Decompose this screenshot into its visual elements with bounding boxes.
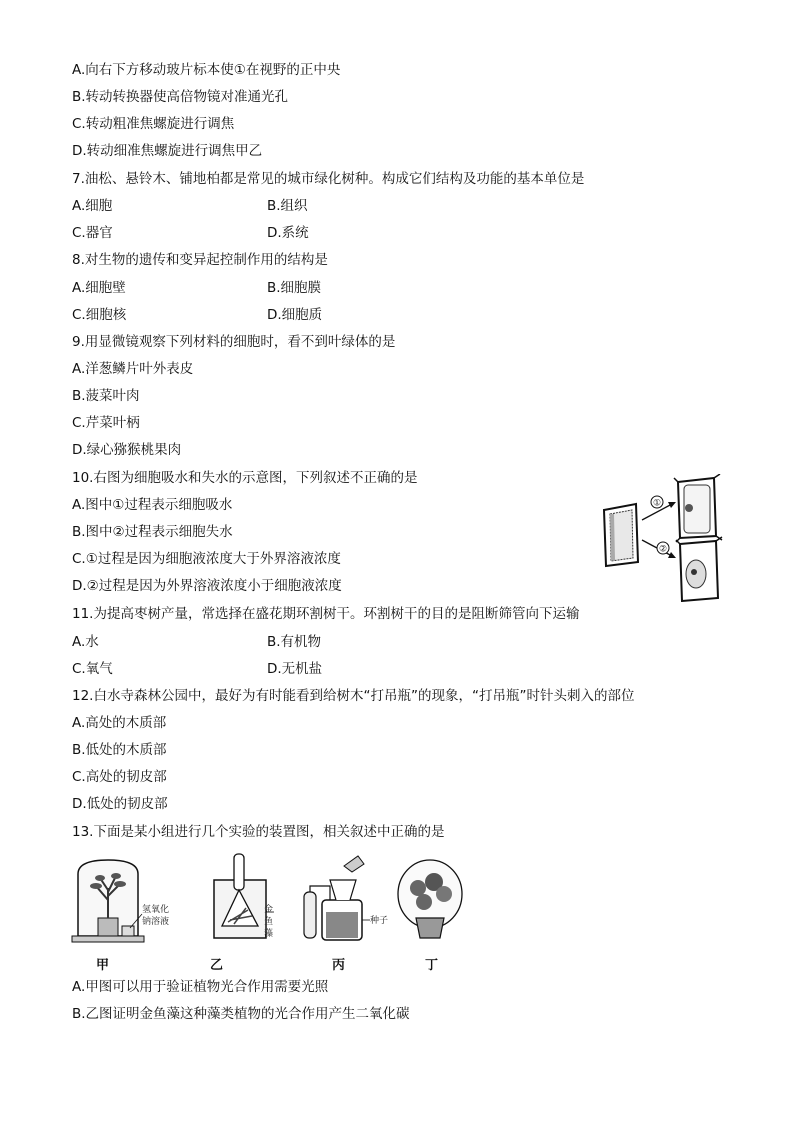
goldfish-label-2: 鱼 <box>264 917 274 927</box>
q10-option-a: A.图中①过程表示细胞吸水 <box>72 497 233 513</box>
q12-stem: 12.白水寺森林公园中，最好为有时能看到给树木“打吊瓶”的现象，“打吊瓶”时针头刺入的部位 <box>72 688 635 704</box>
apparatus-yi <box>214 854 274 939</box>
experiment-apparatus-figure <box>68 850 468 950</box>
apparatus-ding <box>398 860 462 938</box>
q6-option-d: D.转动细准焦螺旋进行调焦甲乙 <box>72 143 263 159</box>
fig-label-jia: 甲 <box>96 958 110 973</box>
fig-mark-1: ① <box>652 498 662 509</box>
q12-option-b: B.低处的木质部 <box>72 742 167 758</box>
q7-option-b: B.组织 <box>267 198 308 214</box>
goldfish-label-1: 金 <box>264 905 274 915</box>
q11-stem: 11.为提高枣树产量，常选择在盛花期环割树干。环割树干的目的是阻断筛管向下运输 <box>72 606 580 622</box>
q13-option-b: B.乙图证明金鱼藻这种藻类植物的光合作用产生二氧化碳 <box>72 1006 410 1022</box>
goldfish-label-3: 藻 <box>264 929 274 939</box>
q12-option-a: A.高处的木质部 <box>72 715 167 731</box>
fig-label-ding: 丁 <box>425 958 439 973</box>
q7-option-c: C.器官 <box>72 225 113 241</box>
shrunken-cell <box>676 537 722 601</box>
naoh-label-2: 钠溶液 <box>142 917 170 927</box>
naoh-label-1: 氢氧化 <box>142 905 170 915</box>
q10-option-b: B.图中②过程表示细胞失水 <box>72 524 233 540</box>
q11-option-b: B.有机物 <box>267 634 322 650</box>
q7-option-d: D.系统 <box>267 225 309 241</box>
q9-option-b: B.菠菜叶肉 <box>72 388 140 404</box>
q12-option-d: D.低处的韧皮部 <box>72 796 168 812</box>
q7-option-a: A.细胞 <box>72 198 113 214</box>
q8-option-c: C.细胞核 <box>72 307 127 323</box>
fig-label-yi: 乙 <box>210 958 224 973</box>
q9-option-c: C.芹菜叶柄 <box>72 415 140 431</box>
q12-option-c: C.高处的韧皮部 <box>72 769 167 785</box>
q11-option-c: C.氧气 <box>72 661 113 677</box>
q9-option-a: A.洋葱鳞片叶外表皮 <box>72 361 194 377</box>
q10-option-c: C.①过程是因为细胞液浓度大于外界溶液浓度 <box>72 551 341 567</box>
q11-option-d: D.无机盐 <box>267 661 323 677</box>
q7-stem: 7.油松、悬铃木、铺地柏都是常见的城市绿化树种。构成它们结构及功能的基本单位是 <box>72 171 585 187</box>
q6-option-a: A.向右下方移动玻片标本使①在视野的正中央 <box>72 62 341 78</box>
original-cell <box>604 504 638 566</box>
q6-option-c: C.转动粗准焦螺旋进行调焦 <box>72 116 235 132</box>
swollen-cell <box>674 474 722 542</box>
q10-option-d: D.②过程是因为外界溶液浓度小于细胞液浓度 <box>72 578 342 594</box>
q8-option-b: B.细胞膜 <box>267 280 322 296</box>
q8-option-d: D.细胞质 <box>267 307 323 323</box>
q11-option-a: A.水 <box>72 634 99 650</box>
cell-osmosis-figure <box>596 474 726 602</box>
seeds-label: 种子 <box>370 916 389 926</box>
q9-option-d: D.绿心猕猴桃果肉 <box>72 442 182 458</box>
apparatus-bing <box>304 856 388 940</box>
q8-option-a: A.细胞壁 <box>72 280 126 296</box>
q13-stem: 13.下面是某小组进行几个实验的装置图，相关叙述中正确的是 <box>72 824 445 840</box>
q8-stem: 8.对生物的遗传和变异起控制作用的结构是 <box>72 252 328 268</box>
apparatus-jia <box>72 860 169 942</box>
q6-option-b: B.转动转换器使高倍物镜对准通光孔 <box>72 89 289 105</box>
q9-stem: 9.用显微镜观察下列材料的细胞时，看不到叶绿体的是 <box>72 334 396 350</box>
q10-stem: 10.右图为细胞吸水和失水的示意图，下列叙述不正确的是 <box>72 470 418 486</box>
fig-label-bing: 丙 <box>332 958 346 973</box>
fig-mark-2: ② <box>658 544 668 555</box>
q13-option-a: A.甲图可以用于验证植物光合作用需要光照 <box>72 979 329 995</box>
